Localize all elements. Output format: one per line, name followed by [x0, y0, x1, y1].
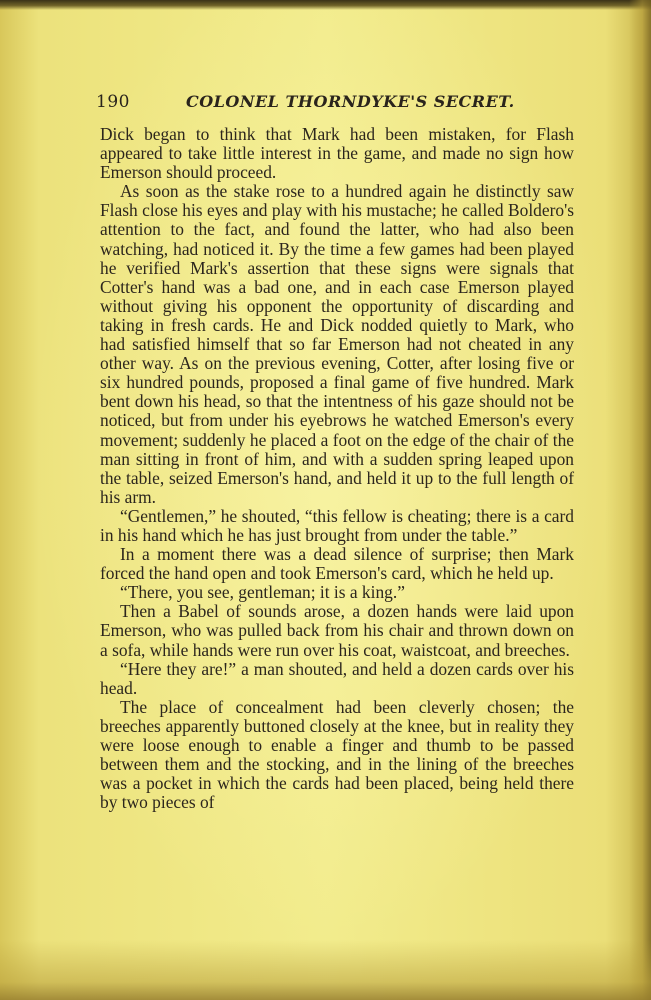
paragraph: “Gentlemen,” he shouted, “this fellow is cheating; there is a card in his hand which he has just brought from under the table.”	[100, 505, 574, 545]
page-header	[96, 92, 515, 120]
page-number: 190	[96, 92, 130, 112]
paragraph: Dick began to think that Mark had been mistaken, for Flash appeared to take little interest in the game, and made no sign how Emerson should proceed.	[100, 124, 574, 183]
paragraph: Then a Babel of sounds arose, a dozen hands were laid upon Emerson, who was pulled back from his chair and thrown down on a sofa, while hands were run over his coat, waistcoat, and breeches.	[100, 601, 574, 660]
page-bottom-edge	[0, 940, 651, 1000]
paragraph: As soon as the stake rose to a hundred again he distinctly saw Flash close his eyes and play with his mustache; he called Boldero's attention to the fact, and found the latter, who had also been watching, had noticed it. By the time a few games had been played he verified Mark's assertion that these signs were signals that Cotter's hand was a bad one, and in each case Emerson played without giving his opponent the opportunity of discarding and taking in fresh cards. He and Dick nodded quietly to Mark, who had satisfied himself that so far Emerson had not cheated in any other way. As on the previous evening, Cotter, after losing five or six hundred pounds, proposed a final game of five hundred. Mark bent down his head, so that the intentness of his gaze should not be noticed, but from under his eyebrows he watched Emerson's every movement; suddenly he placed a foot on the edge of the chair of the man sitting in front of him, and with a sudden spring leaped upon the table, seized Emerson's hand, and held it up to the full length of his arm.	[100, 181, 574, 507]
running-title: COLONEL THORNDYKE'S SECRET.	[186, 92, 515, 111]
paragraph: In a moment there was a dead silence of surprise; then Mark forced the hand open and took Emerson's card, which he held up.	[100, 544, 574, 584]
page-top-edge	[0, 0, 651, 10]
paragraph: “Here they are!” a man shouted, and held a dozen cards over his head.	[100, 658, 574, 698]
paragraph: The place of concealment had been cleverly chosen; the breeches apparently buttoned closely at the knee, but in reality they were loose enough to enable a finger and thumb to be passed between them and the stocking, and in the lining of the breeches was a pocket in which the cards had been placed, being held there by two pieces of	[100, 696, 574, 813]
body-text	[100, 125, 574, 812]
paragraph: “There, you see, gentleman; it is a king.”	[120, 582, 405, 603]
page-right-edge	[629, 0, 651, 1000]
